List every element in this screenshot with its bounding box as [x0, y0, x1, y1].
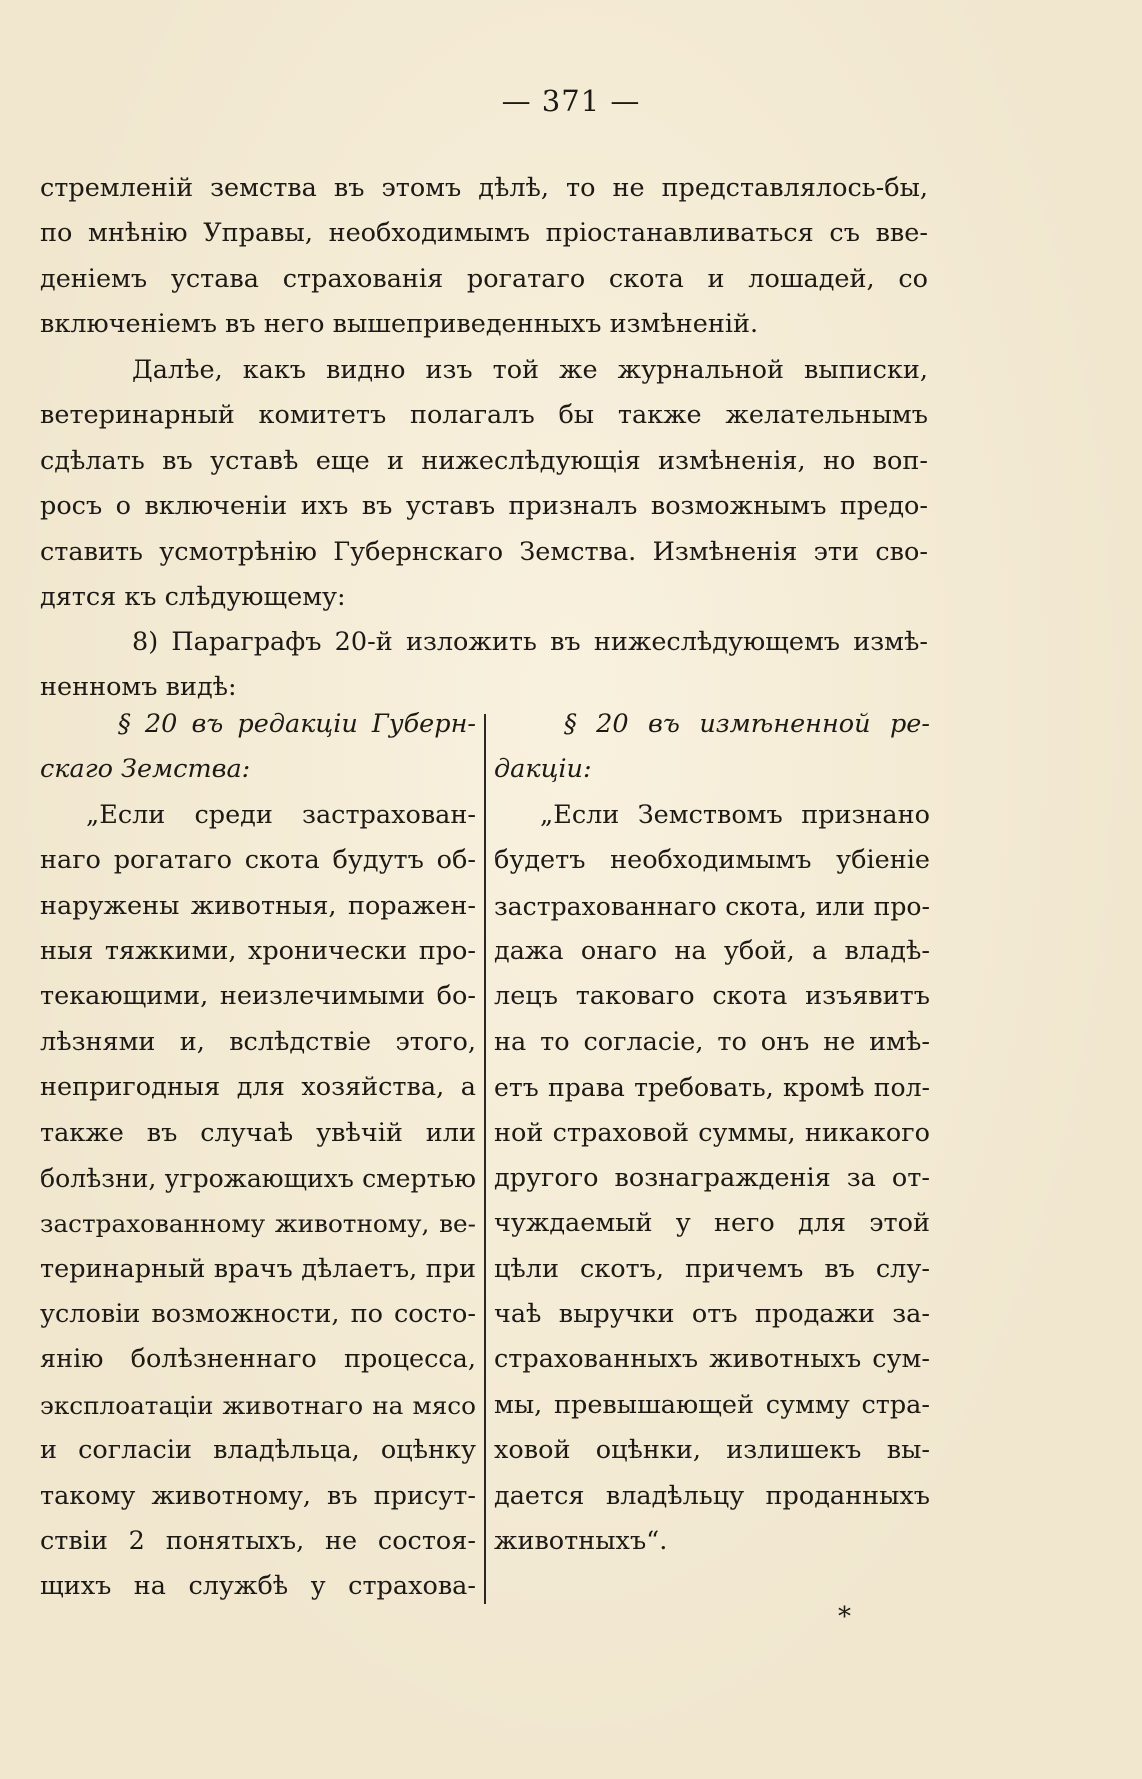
text-line: непригодныя для хозяйства, а — [40, 1072, 476, 1103]
text-line: стремленій земства въ этомъ дѣлѣ, то не представлялось-бы, — [40, 173, 928, 203]
right-column-heading: дакціи: — [494, 754, 592, 785]
text-line: и согласіи владѣльца, оцѣнку — [40, 1435, 476, 1466]
text-line: будетъ необходимымъ убіеніе — [494, 845, 930, 876]
text-line: сдѣлать въ уставѣ еще и нижеслѣдующія измѣненія, но воп- — [40, 445, 928, 476]
paragraph-8 — [40, 620, 928, 711]
text-line: „Если среди застрахован- — [86, 799, 476, 830]
text-line: ненномъ видѣ: — [40, 672, 237, 703]
text-line: ветеринарный комитетъ полагалъ бы также желательнымъ — [40, 400, 928, 431]
text-line: другого вознагражденія за от- — [494, 1162, 930, 1193]
left-column-heading: § 20 въ редакціи Губерн- — [118, 709, 476, 739]
text-line: включеніемъ въ него вышеприведенныхъ измѣненій. — [40, 309, 759, 340]
text-line: ствіи 2 понятыхъ, не состоя- — [40, 1526, 476, 1557]
page-number: — 371 — — [501, 84, 641, 118]
text-line: застрахованнаго скота, или про- — [494, 891, 930, 921]
text-line: цѣли скотъ, причемъ въ слу- — [494, 1253, 930, 1284]
text-line: янію болѣзненнаго процесса, — [40, 1344, 476, 1375]
text-line: росъ о включеніи ихъ въ уставъ призналъ возможнымъ предо- — [40, 491, 928, 522]
text-line: ныя тяжкими, хронически про- — [40, 935, 476, 966]
text-line: по мнѣнію Управы, необходимымъ пріостанавливаться съ вве- — [40, 218, 928, 249]
text-line: также въ случаѣ увѣчій или — [40, 1117, 476, 1148]
text-line: ной страховой суммы, никакого — [494, 1117, 930, 1148]
text-line: лѣзнями и, вслѣдствіе этого, — [40, 1026, 476, 1057]
text-line: текающими, неизлечимыми бо- — [40, 981, 476, 1012]
text-line: теринарный врачъ дѣлаетъ, при — [40, 1253, 476, 1284]
footer-asterisk: * — [838, 1602, 851, 1632]
text-line: мы, превышающей сумму стра- — [494, 1389, 930, 1420]
text-line: эксплоатаціи животнаго на мясо — [40, 1390, 476, 1420]
text-line: „Если Земствомъ признано — [540, 799, 930, 830]
text-line: наго рогатаго скота будутъ об- — [40, 845, 476, 876]
text-line: чаѣ выручки отъ продажи за- — [494, 1299, 930, 1330]
intro-paragraph — [40, 166, 928, 348]
text-line: животныхъ“. — [494, 1526, 668, 1557]
text-line: дятся къ слѣдующему: — [40, 581, 346, 612]
right-column-heading: § 20 въ измѣненной ре- — [564, 709, 930, 739]
left-column-heading: скаго Земства: — [40, 754, 251, 785]
text-line: щихъ на службѣ у страхова- — [40, 1571, 476, 1602]
text-line: такому животному, въ присут- — [40, 1480, 476, 1511]
text-line: дается владѣльцу проданныхъ — [494, 1480, 930, 1511]
right-column — [494, 702, 930, 1564]
text-line: чуждаемый у него для этой — [494, 1208, 930, 1239]
text-line: условіи возможности, по состо- — [40, 1299, 476, 1330]
left-column — [40, 702, 476, 1610]
text-line: застрахованному животному, ве- — [40, 1209, 476, 1239]
text-line: етъ права требовать, кромѣ пол- — [494, 1073, 930, 1103]
committee-paragraph — [40, 348, 928, 620]
text-line: на то согласіе, то онъ не имѣ- — [494, 1026, 930, 1057]
text-line: лецъ таковаго скота изъявитъ — [494, 981, 930, 1012]
text-line: Далѣе, какъ видно изъ той же журнальной выписки, — [132, 355, 928, 385]
text-line: ставить усмотрѣнію Губернскаго Земства. Измѣненія эти сво- — [40, 536, 928, 567]
text-line: страхованныхъ животныхъ сум- — [494, 1344, 930, 1375]
column-divider — [484, 714, 486, 1604]
text-line: наружены животныя, поражен- — [40, 890, 476, 921]
text-line: 8) Параграфъ 20-й изложить въ нижеслѣдующемъ измѣ- — [132, 627, 928, 657]
text-line: деніемъ устава страхованія рогатаго скота и лошадей, со — [40, 263, 928, 294]
text-line: дажа онаго на убой, а владѣ- — [494, 935, 930, 966]
text-line: болѣзни, угрожающихъ смертью — [40, 1163, 476, 1193]
text-line: ховой оцѣнки, излишекъ вы- — [494, 1435, 930, 1466]
